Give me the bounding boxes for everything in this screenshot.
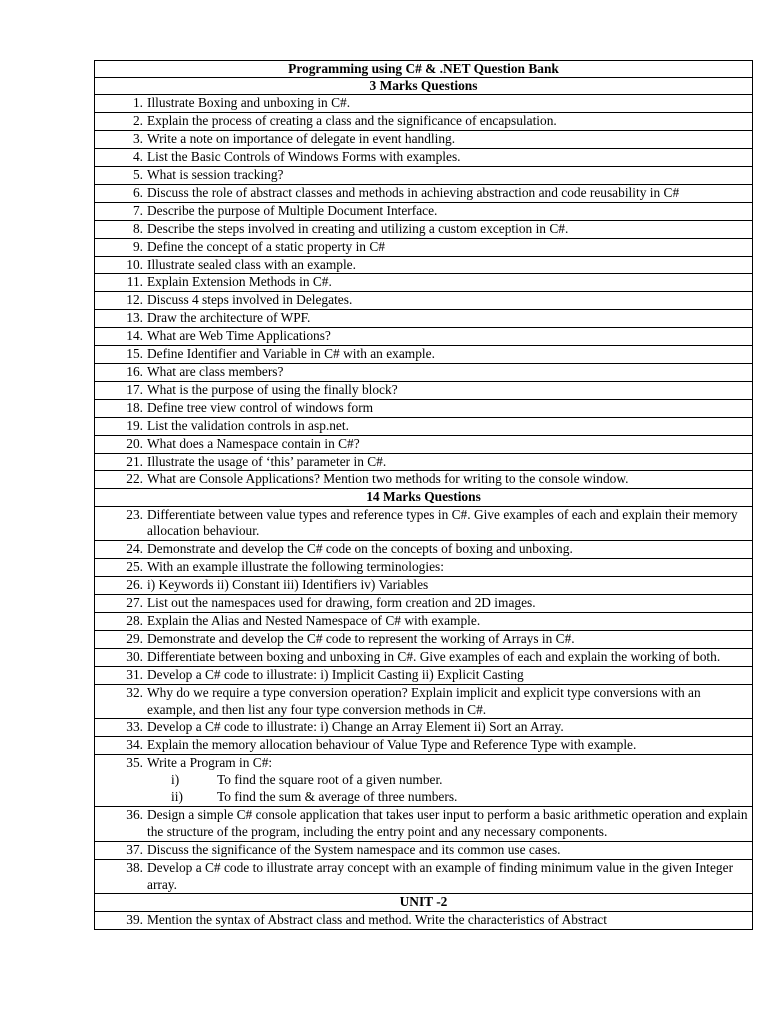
question-number: 18.: [126, 399, 143, 415]
question-cell: [95, 684, 753, 719]
question-row: [95, 220, 753, 238]
question-cell: [95, 648, 753, 666]
question-number: 10.: [126, 256, 143, 272]
question-text: What are Console Applications? Mention two methods for writing to the console window.: [147, 471, 629, 487]
question-text: Describe the purpose of Multiple Document Interface.: [147, 202, 438, 218]
question-cell: [95, 435, 753, 453]
question-cell: [95, 292, 753, 310]
question-cell: [95, 630, 753, 648]
question-cell: [95, 859, 753, 894]
question-item: [95, 310, 748, 327]
question-cell: [95, 453, 753, 471]
question-number: 2.: [132, 113, 143, 129]
question-cell: [95, 577, 753, 595]
question-number: 23.: [126, 506, 143, 522]
question-row: [95, 274, 753, 292]
question-cell: [95, 131, 753, 149]
question-cell: [95, 737, 753, 755]
question-text: i) Keywords ii) Constant iii) Identifiers iv) Variables: [147, 577, 429, 593]
question-text: Define tree view control of windows form: [147, 399, 374, 415]
question-number: 31.: [126, 666, 143, 682]
question-row: [95, 95, 753, 113]
question-row: [95, 595, 753, 613]
question-number: 7.: [132, 202, 143, 218]
question-row: [95, 911, 753, 929]
question-text: What is the purpose of using the finally block?: [147, 381, 398, 397]
question-item: [95, 507, 748, 541]
question-number: 17.: [126, 381, 143, 397]
question-text: Draw the architecture of WPF.: [147, 310, 311, 326]
question-row: [95, 149, 753, 167]
question-row: [95, 435, 753, 453]
question-row: [95, 806, 753, 841]
question-text: Write a Program in C#:: [147, 755, 273, 771]
question-cell: [95, 274, 753, 292]
question-number: 13.: [126, 310, 143, 326]
question-number: 20.: [126, 435, 143, 451]
question-item: [95, 559, 748, 576]
question-number: 21.: [126, 453, 143, 469]
section-heading-14-marks: 14 Marks Questions: [95, 489, 753, 506]
question-item: [95, 912, 748, 929]
question-item: [95, 454, 748, 471]
question-item: [95, 328, 748, 345]
title-row: [95, 61, 753, 78]
question-number: 39.: [126, 911, 143, 927]
question-cell: [95, 202, 753, 220]
question-number: 5.: [132, 167, 143, 183]
question-text: Mention the syntax of Abstract class and method. Write the characteristics of Abstract: [147, 911, 607, 927]
question-item: [95, 221, 748, 238]
question-row: [95, 167, 753, 185]
question-cell: [95, 381, 753, 399]
question-bank-table: [94, 60, 753, 930]
question-cell: [95, 471, 753, 489]
question-number: 12.: [126, 292, 143, 308]
question-cell: [95, 666, 753, 684]
question-number: 35.: [126, 755, 143, 771]
question-item: [95, 860, 748, 894]
question-text: Illustrate sealed class with an example.: [147, 256, 356, 272]
question-text: Differentiate between boxing and unboxing in C#. Give examples of each and explain the working of both.: [147, 648, 721, 664]
question-item: [95, 113, 748, 130]
question-number: 11.: [126, 274, 143, 290]
question-item: [95, 346, 748, 363]
question-item: [95, 595, 748, 612]
question-number: 4.: [132, 149, 143, 165]
question-item: [95, 737, 748, 754]
question-cell: [95, 167, 753, 185]
question-text: Develop a C# code to illustrate: i) Implicit Casting ii) Explicit Casting: [147, 666, 524, 682]
question-row: [95, 131, 753, 149]
question-item: [95, 400, 748, 417]
question-number: 3.: [132, 131, 143, 147]
question-number: 28.: [126, 612, 143, 628]
question-number: 25.: [126, 559, 143, 575]
question-row: [95, 577, 753, 595]
document-title: Programming using C# & .NET Question Bank: [95, 61, 753, 78]
question-text: What is session tracking?: [147, 167, 284, 183]
question-row: [95, 612, 753, 630]
question-cell: [95, 238, 753, 256]
question-item: [95, 418, 748, 435]
question-number: 6.: [132, 184, 143, 200]
question-row: [95, 737, 753, 755]
question-text: Design a simple C# console application that takes user input to perform a basic arithmetic operation and explain the structure of the program, including the entry point and any necessary components.: [147, 806, 748, 839]
question-number: 19.: [126, 417, 143, 433]
question-cell: [95, 612, 753, 630]
question-text: Illustrate Boxing and unboxing in C#.: [147, 95, 351, 111]
question-row: [95, 506, 753, 541]
section-heading-unit-2: UNIT -2: [95, 894, 753, 911]
question-cell: [95, 328, 753, 346]
question-row: [95, 859, 753, 894]
question-item: [95, 685, 748, 719]
question-text: Differentiate between value types and reference types in C#. Give examples of each and explain their memory allocation behaviour.: [147, 506, 738, 539]
question-row: [95, 541, 753, 559]
question-cell: [95, 149, 753, 167]
question-number: 8.: [132, 220, 143, 236]
question-row: [95, 292, 753, 310]
question-text: Why do we require a type conversion operation? Explain implicit and explicit type conversions with an example, and then list any four type conversion methods in C#.: [147, 684, 701, 717]
question-row: [95, 559, 753, 577]
question-cell: [95, 95, 753, 113]
question-cell: [95, 841, 753, 859]
question-row: [95, 471, 753, 489]
question-row: [95, 755, 753, 807]
question-text: Develop a C# code to illustrate: i) Change an Array Element ii) Sort an Array.: [147, 719, 564, 735]
question-text: Define the concept of a static property in C#: [147, 238, 385, 254]
sub-question-roman: i): [171, 772, 180, 788]
question-row: [95, 719, 753, 737]
question-text: Discuss the significance of the System namespace and its common use cases.: [147, 841, 561, 857]
question-text: Write a note on importance of delegate in event handling.: [147, 131, 456, 147]
question-number: 24.: [126, 541, 143, 557]
question-text: Discuss the role of abstract classes and methods in achieving abstraction and code reusability in C#: [147, 184, 680, 200]
question-cell: [95, 184, 753, 202]
question-item: [95, 719, 748, 736]
question-cell: [95, 113, 753, 131]
question-cell: [95, 364, 753, 382]
question-row: [95, 113, 753, 131]
question-item: [95, 167, 748, 184]
question-cell: [95, 220, 753, 238]
section-row: [95, 78, 753, 95]
question-text: What are Web Time Applications?: [147, 328, 331, 344]
question-cell: [95, 310, 753, 328]
question-item: [95, 203, 748, 220]
section-heading-3-marks: 3 Marks Questions: [95, 78, 753, 95]
question-number: 29.: [126, 630, 143, 646]
question-text: Illustrate the usage of ‘this’ parameter in C#.: [147, 453, 387, 469]
question-item: [95, 667, 748, 684]
question-row: [95, 328, 753, 346]
question-number: 32.: [126, 684, 143, 700]
question-text: Demonstrate and develop the C# code to represent the working of Arrays in C#.: [147, 630, 575, 646]
question-text: Describe the steps involved in creating and utilizing a custom exception in C#.: [147, 220, 569, 236]
question-number: 14.: [126, 328, 143, 344]
sub-question-roman: ii): [171, 789, 183, 805]
question-row: [95, 256, 753, 274]
question-cell: [95, 911, 753, 929]
question-cell: [95, 755, 753, 807]
question-item: [95, 382, 748, 399]
question-text: List out the namespaces used for drawing, form creation and 2D images.: [147, 595, 536, 611]
question-item: [95, 364, 748, 381]
question-row: [95, 666, 753, 684]
question-text: Explain the memory allocation behaviour of Value Type and Reference Type with example.: [147, 737, 637, 753]
section-row: [95, 894, 753, 911]
question-cell: [95, 806, 753, 841]
question-item: [95, 577, 748, 594]
question-number: 34.: [126, 737, 143, 753]
question-number: 22.: [126, 471, 143, 487]
question-text: Demonstrate and develop the C# code on the concepts of boxing and unboxing.: [147, 541, 573, 557]
question-cell: [95, 719, 753, 737]
question-item: [95, 807, 748, 841]
question-item: [95, 631, 748, 648]
question-number: 15.: [126, 346, 143, 362]
question-cell: [95, 346, 753, 364]
question-row: [95, 417, 753, 435]
question-item: [95, 471, 748, 488]
question-row: [95, 684, 753, 719]
question-item: [95, 842, 748, 859]
question-item: [95, 613, 748, 630]
question-number: 16.: [126, 364, 143, 379]
question-row: [95, 841, 753, 859]
question-item: [95, 131, 748, 148]
question-text: Discuss 4 steps involved in Delegates.: [147, 292, 353, 308]
question-cell: [95, 595, 753, 613]
question-number: 1.: [132, 95, 143, 111]
question-text: List the validation controls in asp.net.: [147, 417, 349, 433]
question-row: [95, 184, 753, 202]
question-number: 30.: [126, 648, 143, 664]
question-row: [95, 381, 753, 399]
question-row: [95, 238, 753, 256]
question-text: What does a Namespace contain in C#?: [147, 435, 360, 451]
question-text: Explain the Alias and Nested Namespace of C# with example.: [147, 612, 481, 628]
sub-question: [95, 789, 748, 806]
question-item: [95, 185, 748, 202]
question-number: 38.: [126, 859, 143, 875]
question-number: 27.: [126, 595, 143, 611]
question-number: 26.: [126, 577, 143, 593]
sub-question: [95, 772, 748, 789]
question-item: [95, 274, 748, 291]
question-text: What are class members?: [147, 364, 284, 379]
question-row: [95, 648, 753, 666]
question-row: [95, 202, 753, 220]
question-row: [95, 630, 753, 648]
question-item: [95, 239, 748, 256]
question-number: 33.: [126, 719, 143, 735]
question-text: Develop a C# code to illustrate array concept with an example of finding minimum value in the given Integer array.: [147, 859, 734, 892]
section-row: [95, 489, 753, 506]
sub-question-text: To find the sum & average of three numbers.: [217, 789, 458, 805]
question-number: 37.: [126, 841, 143, 857]
question-row: [95, 364, 753, 382]
question-item: [95, 95, 748, 112]
question-text: Define Identifier and Variable in C# with an example.: [147, 346, 435, 362]
question-row: [95, 453, 753, 471]
question-item: [95, 257, 748, 274]
question-row: [95, 346, 753, 364]
question-item: [95, 436, 748, 453]
question-text: List the Basic Controls of Windows Forms with examples.: [147, 149, 461, 165]
question-cell: [95, 256, 753, 274]
question-item: [95, 649, 748, 666]
question-text: Explain Extension Methods in C#.: [147, 274, 332, 290]
question-item: [95, 149, 748, 166]
question-cell: [95, 399, 753, 417]
question-number: 9.: [132, 238, 143, 254]
question-text: Explain the process of creating a class and the significance of encapsulation.: [147, 113, 557, 129]
question-number: 36.: [126, 806, 143, 822]
question-cell: [95, 506, 753, 541]
sub-question-text: To find the square root of a given number.: [217, 772, 443, 788]
question-item: [95, 541, 748, 558]
question-cell: [95, 559, 753, 577]
question-cell: [95, 417, 753, 435]
question-cell: [95, 541, 753, 559]
question-text: With an example illustrate the following terminologies:: [147, 559, 444, 575]
question-item: [95, 755, 748, 772]
question-row: [95, 310, 753, 328]
question-row: [95, 399, 753, 417]
question-item: [95, 292, 748, 309]
